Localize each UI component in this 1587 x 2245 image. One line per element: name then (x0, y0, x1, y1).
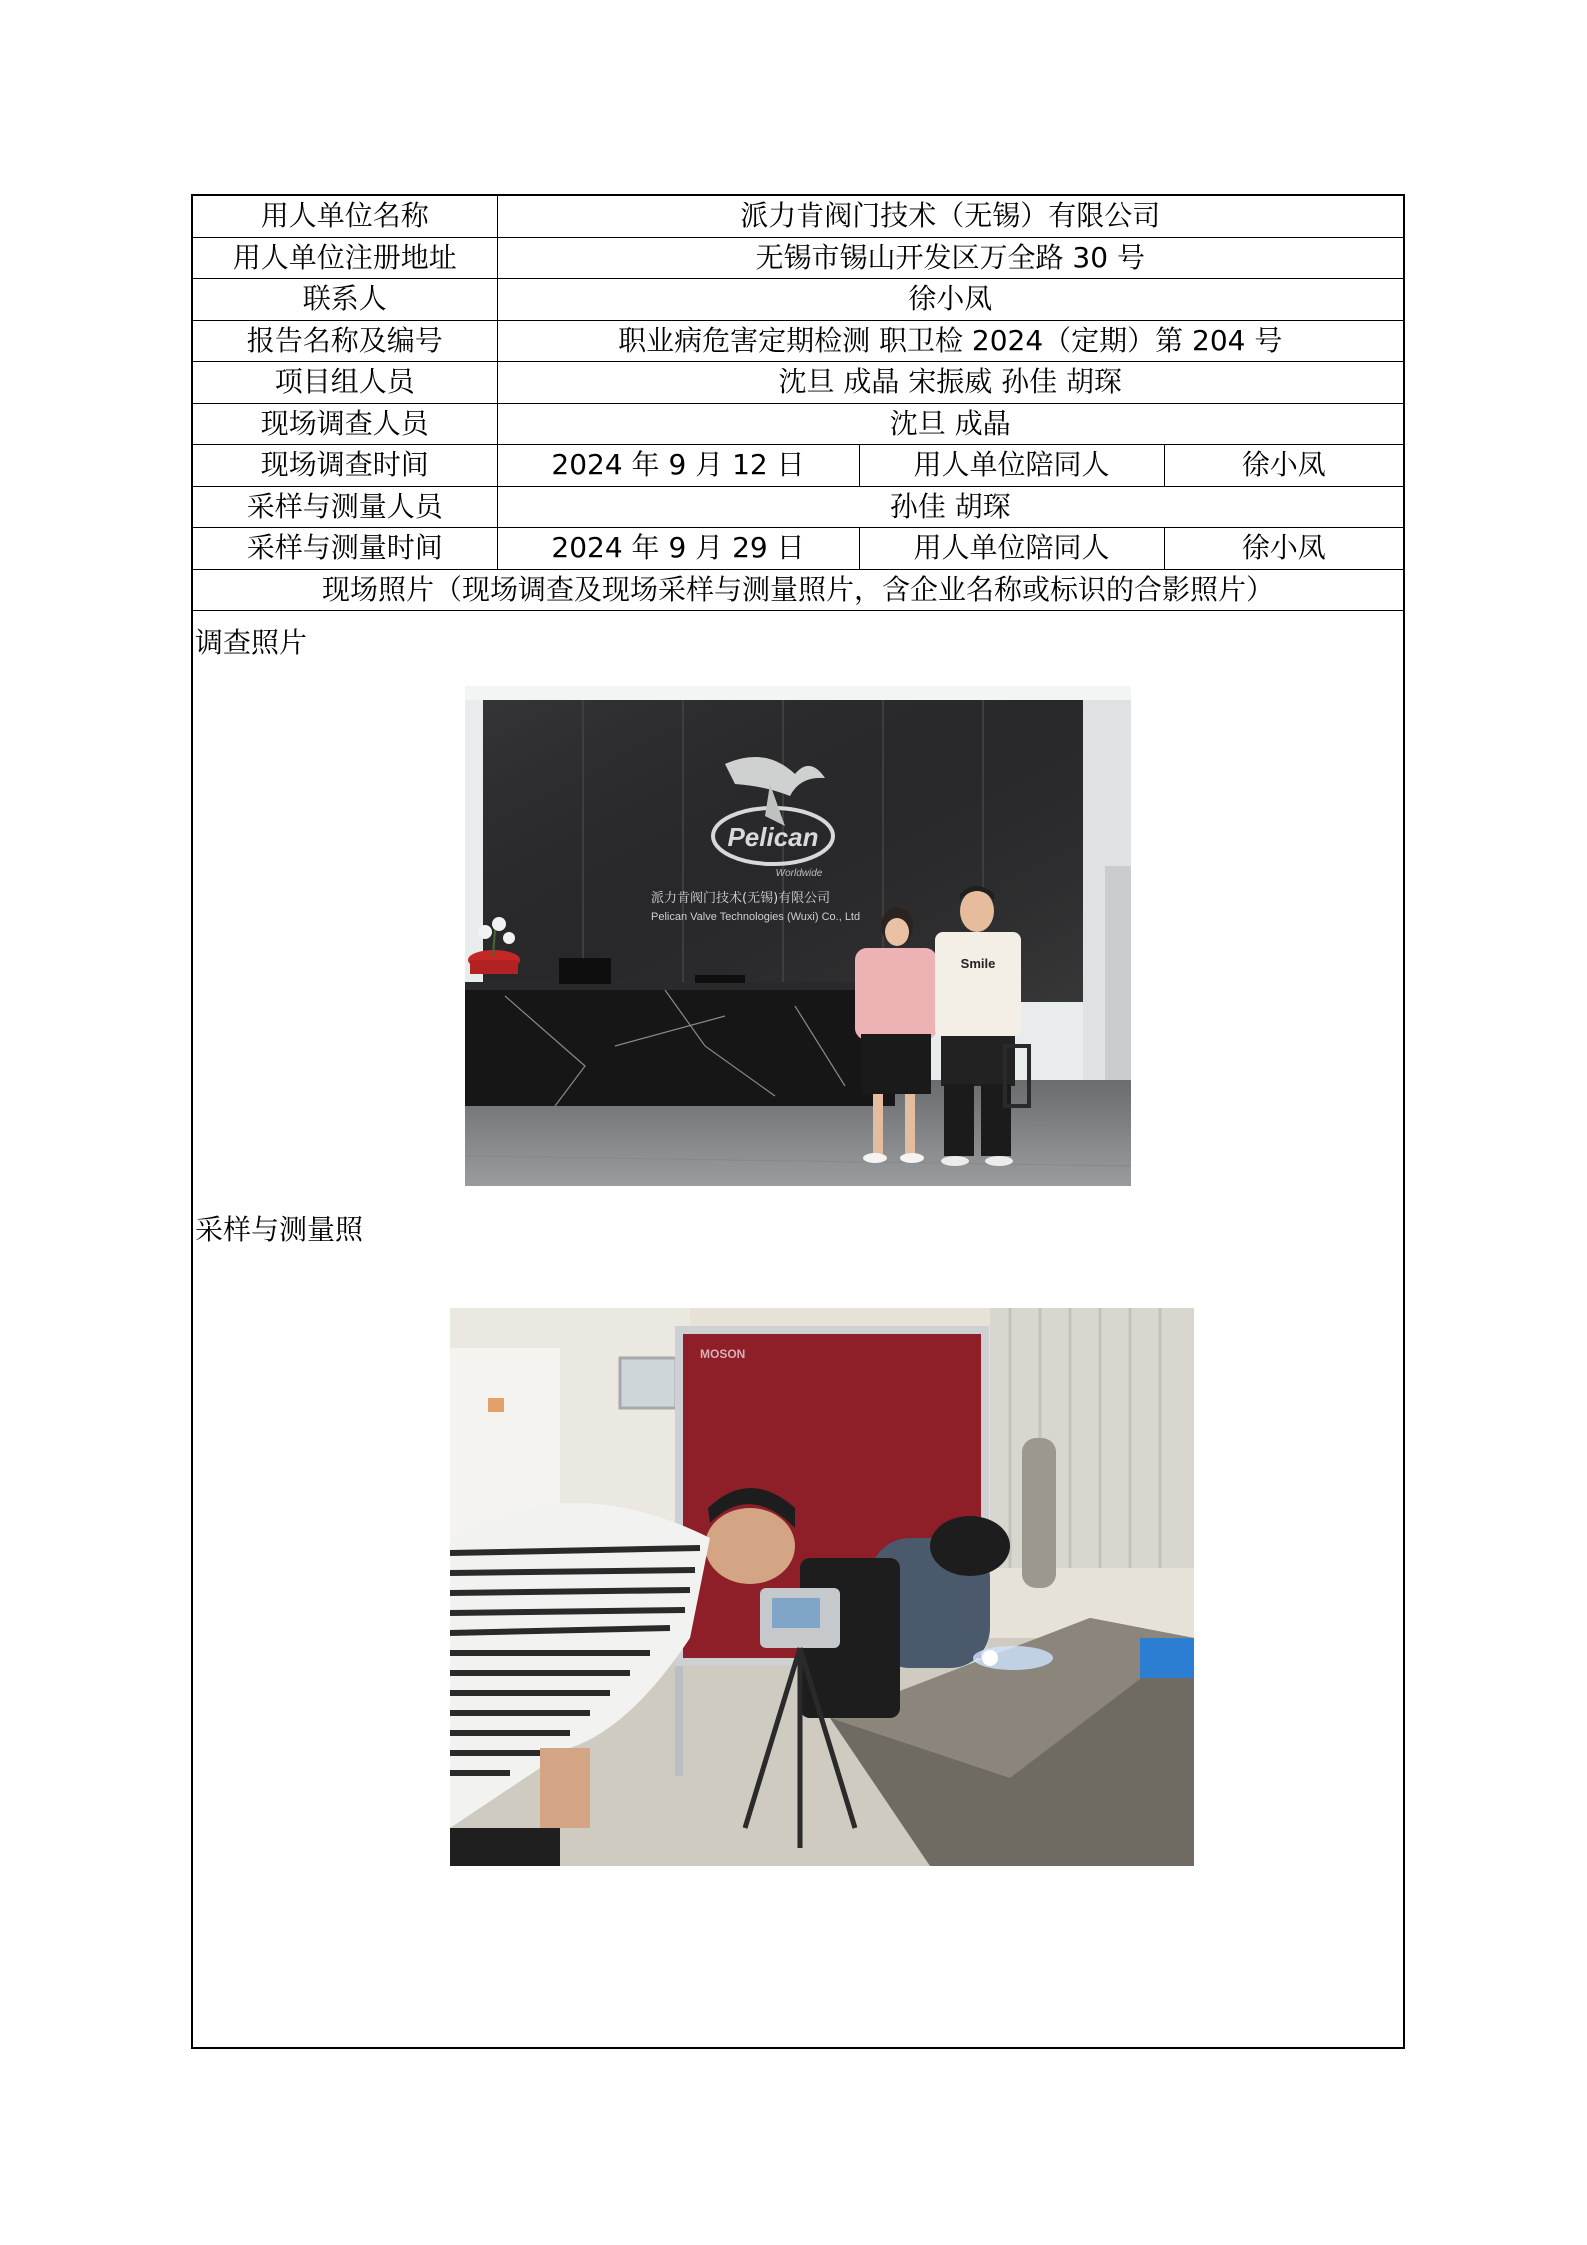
contact-label: 联系人 (193, 279, 497, 321)
address-value: 无锡市锡山开发区万全路 30 号 (497, 237, 1403, 279)
survey-time-label: 现场调查时间 (193, 445, 497, 487)
table-row (193, 403, 1403, 445)
report-value: 职业病危害定期检测 职卫检 2024（定期）第 204 号 (497, 320, 1403, 362)
survey-photo-image (465, 686, 1131, 1186)
sampling-photo-image (450, 1308, 1194, 1866)
sampling-escort-value: 徐小凤 (1164, 528, 1403, 570)
survey-photo-label: 调查照片 (195, 626, 308, 659)
survey-photo (465, 686, 1131, 1186)
screen-brand: MOSON (700, 1347, 746, 1361)
sampling-time-label: 采样与测量时间 (193, 528, 497, 570)
employer-name-label: 用人单位名称 (193, 196, 497, 237)
sampling-photo (450, 1308, 1194, 1866)
sampling-time-value: 2024 年 9 月 29 日 (497, 528, 859, 570)
report-label: 报告名称及编号 (193, 320, 497, 362)
sampling-staff-label: 采样与测量人员 (193, 486, 497, 528)
address-label: 用人单位注册地址 (193, 237, 497, 279)
survey-time-value: 2024 年 9 月 12 日 (497, 445, 859, 487)
shirt-text: Smile (960, 956, 996, 971)
table-row (193, 569, 1403, 611)
table-row (193, 237, 1403, 279)
table-row (193, 196, 1403, 237)
sampling-escort-label: 用人单位陪同人 (859, 528, 1164, 570)
survey-escort-label: 用人单位陪同人 (859, 445, 1164, 487)
info-table (193, 196, 1403, 611)
table-row (193, 362, 1403, 404)
survey-staff-value: 沈旦 成晶 (497, 403, 1403, 445)
table-row (193, 445, 1403, 487)
table-row (193, 320, 1403, 362)
team-label: 项目组人员 (193, 362, 497, 404)
sampling-photo-label: 采样与测量照 (195, 1213, 364, 1246)
logo-sub: Worldwide (775, 868, 823, 879)
photos-header: 现场照片（现场调查及现场采样与测量照片，含企业名称或标识的合影照片） (193, 569, 1403, 611)
company-name-en: Pelican Valve Technologies (Wuxi) Co., Ltd (651, 911, 861, 923)
team-value: 沈旦 成晶 宋振威 孙佳 胡琛 (497, 362, 1403, 404)
survey-escort-value: 徐小凤 (1164, 445, 1403, 487)
table-row (193, 486, 1403, 528)
table-row (193, 528, 1403, 570)
table-row (193, 279, 1403, 321)
contact-value: 徐小凤 (497, 279, 1403, 321)
company-name-cn: 派力肯阀门技术(无锡)有限公司 (651, 891, 831, 906)
sampling-staff-value: 孙佳 胡琛 (497, 486, 1403, 528)
record-sheet (191, 194, 1405, 2049)
survey-staff-label: 现场调查人员 (193, 403, 497, 445)
employer-name-value: 派力肯阀门技术（无锡）有限公司 (497, 196, 1403, 237)
logo-text: Pelican (727, 822, 819, 852)
